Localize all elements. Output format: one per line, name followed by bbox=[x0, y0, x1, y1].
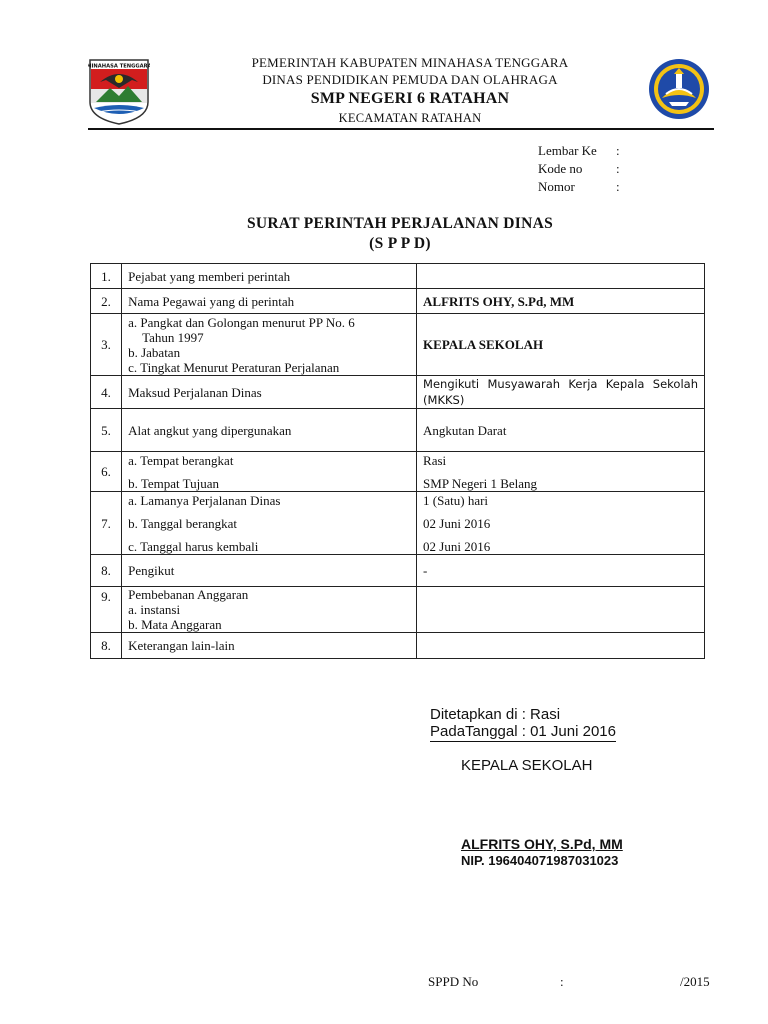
table-row bbox=[91, 376, 705, 409]
row-description: Pembebanan Anggaran a. instansi b. Mata Anggaran bbox=[122, 587, 417, 633]
row-description: a. Pangkat dan Golongan menurut PP No. 6 Tahun 1997 b. Jabatan c. Tingkat Menurut Peraturan Perjalanan bbox=[122, 314, 417, 376]
row-number: 4. bbox=[91, 376, 122, 409]
row-number: 2. bbox=[91, 289, 122, 314]
row-description: Nama Pegawai yang di perintah bbox=[122, 289, 417, 314]
row-number: 7. bbox=[91, 492, 122, 555]
district-line: KECAMATAN RATAHAN bbox=[338, 111, 482, 125]
table-row bbox=[91, 314, 705, 376]
row-description: Pejabat yang memberi perintah bbox=[122, 264, 417, 289]
row-number: 1. bbox=[91, 264, 122, 289]
row-value bbox=[417, 587, 705, 633]
reference-row-number: Nomor : bbox=[538, 179, 620, 194]
table-row bbox=[91, 409, 705, 452]
row-number: 8. bbox=[91, 555, 122, 587]
signatory-title: KEPALA SEKOLAH bbox=[461, 757, 593, 774]
row-number: 9. bbox=[91, 587, 122, 633]
school-name: SMP NEGERI 6 RATAHAN bbox=[310, 90, 510, 107]
row-description: Pengikut bbox=[122, 555, 417, 587]
table-row bbox=[91, 264, 705, 289]
sppd-table bbox=[90, 263, 705, 659]
reference-row-code: Kode no : bbox=[538, 161, 620, 176]
title-main: SURAT PERINTAH PERJALANAN DINAS bbox=[247, 215, 553, 232]
footer-sppd-label: SPPD No bbox=[428, 974, 479, 989]
row-value: KEPALA SEKOLAH bbox=[417, 314, 705, 376]
row-value bbox=[417, 264, 705, 289]
row-value: Angkutan Darat bbox=[417, 409, 705, 452]
issued-place: Ditetapkan di : Rasi bbox=[430, 706, 561, 723]
signatory-name: ALFRITS OHY, S.Pd, MM bbox=[461, 836, 623, 852]
row-description: a. Lamanya Perjalanan Dinas b. Tanggal berangkat c. Tanggal harus kembali bbox=[122, 492, 417, 555]
row-description: Maksud Perjalanan Dinas bbox=[122, 376, 417, 409]
table-row bbox=[91, 587, 705, 633]
department-line: DINAS PENDIDIKAN PEMUDA DAN OLAHRAGA bbox=[262, 72, 558, 87]
row-value: - bbox=[417, 555, 705, 587]
regency-crest-logo bbox=[88, 58, 150, 126]
row-description: Keterangan lain-lain bbox=[122, 633, 417, 659]
row-value: Mengikuti Musyawarah Kerja Kepala Sekolah (MKKS) bbox=[417, 376, 705, 409]
row-number: 8. bbox=[91, 633, 122, 659]
row-value bbox=[417, 633, 705, 659]
footer-colon: : bbox=[560, 974, 564, 989]
title-abbreviation: (S P P D) bbox=[369, 235, 431, 252]
issued-date: PadaTanggal : 01 Juni 2016 bbox=[430, 723, 616, 740]
row-description: a. Tempat berangkat b. Tempat Tujuan bbox=[122, 452, 417, 492]
footer-year-suffix: /2015 bbox=[680, 974, 710, 989]
letterhead bbox=[160, 54, 660, 127]
row-number: 6. bbox=[91, 452, 122, 492]
row-number: 3. bbox=[91, 314, 122, 376]
table-row bbox=[91, 555, 705, 587]
table-row bbox=[91, 492, 705, 555]
row-description: Alat angkut yang dipergunakan bbox=[122, 409, 417, 452]
table-row bbox=[91, 289, 705, 314]
row-value: ALFRITS OHY, S.Pd, MM bbox=[417, 289, 705, 314]
row-value: Rasi SMP Negeri 1 Belang bbox=[417, 452, 705, 492]
row-number: 5. bbox=[91, 409, 122, 452]
crest-banner-text: MINAHASA TENGGARA bbox=[88, 63, 150, 70]
document-title bbox=[90, 214, 710, 254]
table-row bbox=[91, 633, 705, 659]
reference-row-sheet: Lembar Ke : bbox=[538, 143, 620, 158]
row-value: 1 (Satu) hari 02 Juni 2016 02 Juni 2016 bbox=[417, 492, 705, 555]
government-line: PEMERINTAH KABUPATEN MINAHASA TENGGARA bbox=[251, 55, 569, 70]
signatory-nip: NIP. 196404071987031023 bbox=[461, 853, 619, 868]
table-row bbox=[91, 452, 705, 492]
header-rule bbox=[88, 128, 714, 130]
